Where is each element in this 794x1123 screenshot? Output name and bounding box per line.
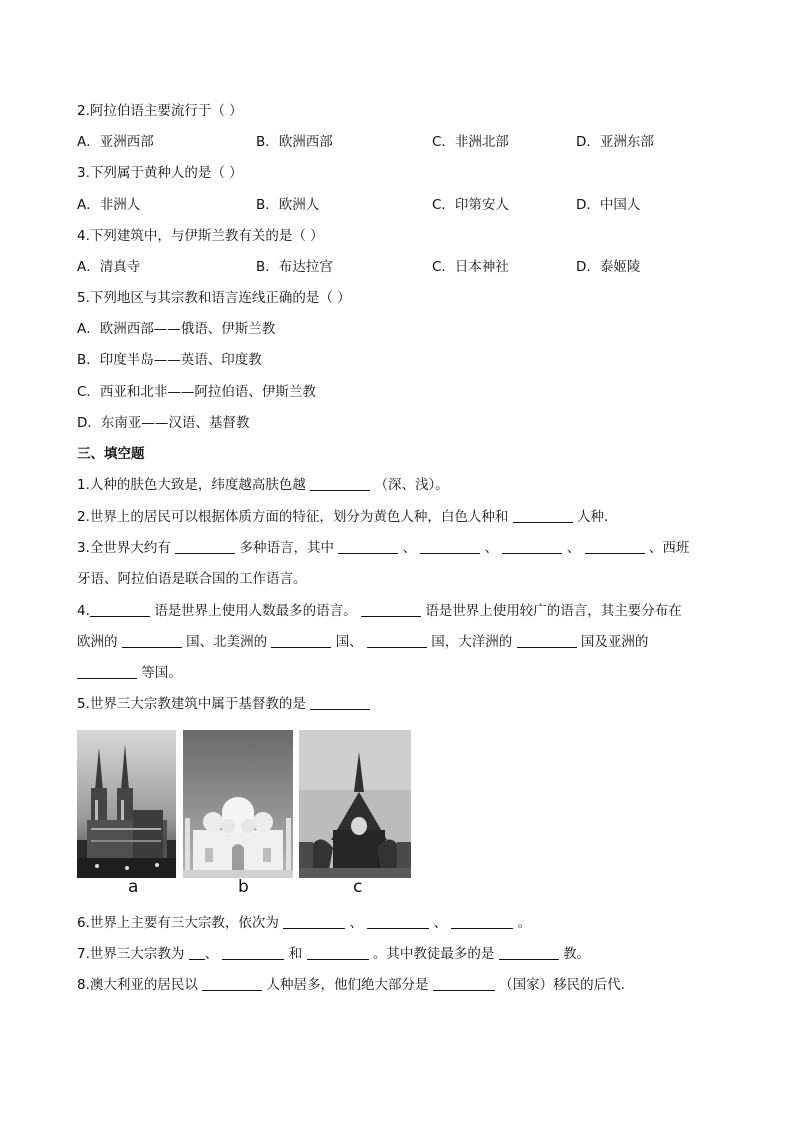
fill-q3-continued: 牙语、阿拉伯语是联合国的工作语言。 — [77, 571, 307, 587]
answer-blank[interactable] — [175, 539, 235, 554]
fill-q2-text-2: 人种． — [576, 509, 618, 525]
fill-q3 — [77, 538, 689, 558]
answer-blank[interactable] — [367, 633, 427, 648]
q5-stem: 5.下列地区与其宗教和语言连线正确的是（ ） — [77, 290, 351, 306]
answer-blank[interactable] — [499, 945, 559, 960]
mosque-image — [183, 730, 293, 878]
fill-q4-text-4: 欧洲的 — [77, 634, 118, 650]
section-title: 三、填空题 — [77, 446, 145, 462]
q5-option-a: A．欧洲西部——俄语、伊斯兰教 — [77, 321, 276, 337]
fill-q4-text-3: 语是世界上使用较广的语言，其主要分布在 — [425, 603, 682, 619]
fill-q4-text-9: 等国。 — [141, 665, 182, 681]
fill-q5-text: 5.世界三大宗教建筑中属于基督教的是 — [77, 696, 306, 712]
q4-option-b: B．布达拉宫 — [256, 259, 333, 275]
q5-option-c: C．西亚和北非——阿拉伯语、伊斯兰教 — [77, 384, 316, 400]
fill-q6-text-2: 。 — [517, 915, 532, 931]
fill-q8-text-3: （国家）移民的后代． — [499, 977, 635, 993]
fill-q4-line-3 — [77, 663, 182, 683]
fill-q4 — [77, 601, 682, 621]
answer-blank[interactable] — [222, 945, 284, 960]
fill-q4-text-7: 国，大洋洲的 — [431, 634, 513, 650]
q2-option-b: B．欧洲西部 — [256, 134, 333, 150]
fill-q1 — [77, 475, 449, 495]
fill-q7-text-4: 教。 — [562, 946, 590, 962]
fill-q1-text-1: 1.人种的肤色大致是，纬度越高肤色越 — [77, 477, 306, 493]
answer-blank[interactable] — [90, 602, 150, 617]
fill-q7-text-1: 7.世界三大宗教为 — [77, 946, 185, 962]
fill-q7-text-3: 。其中教徒最多的是 — [372, 946, 495, 962]
fill-q4-text-5: 国、北美洲的 — [186, 634, 268, 650]
q4-option-a: A．清真寺 — [77, 259, 141, 275]
q2-stem: 2.阿拉伯语主要流行于（ ） — [77, 103, 243, 119]
fill-q3-text-3: 、西班 — [648, 540, 690, 556]
q2-option-a: A．亚洲西部 — [77, 134, 154, 150]
fill-q3-text-1: 3.全世界大约有 — [77, 540, 171, 556]
separator: 、 — [402, 540, 417, 556]
fill-q6 — [77, 913, 531, 933]
answer-blank[interactable] — [271, 633, 331, 648]
fill-q4-text-1: 4. — [77, 603, 90, 619]
separator: 、 — [566, 540, 581, 556]
fill-q1-text-2: （深、浅）。 — [374, 477, 449, 493]
q4-stem: 4.下列建筑中，与伊斯兰教有关的是（ ） — [77, 228, 324, 244]
image-label-b: b — [238, 877, 249, 897]
answer-blank[interactable] — [307, 945, 369, 960]
fill-q8 — [77, 975, 634, 995]
q4-option-c: C．日本神社 — [432, 259, 509, 275]
answer-blank[interactable] — [122, 633, 182, 648]
q3-option-c: C．印第安人 — [432, 197, 509, 213]
answer-blank[interactable] — [420, 539, 480, 554]
separator: 、 — [204, 946, 219, 962]
answer-blank[interactable] — [283, 914, 345, 929]
fill-q8-text-2: 人种居多，他们绝大部分是 — [266, 977, 429, 993]
answer-blank[interactable] — [310, 476, 370, 491]
answer-blank[interactable] — [517, 633, 577, 648]
answer-blank[interactable] — [367, 914, 429, 929]
fill-q3-text-2: 多种语言，其中 — [239, 540, 334, 556]
q5-option-b: B．印度半岛——英语、印度教 — [77, 352, 262, 368]
fill-q4-text-2: 语是世界上使用人数最多的语言。 — [154, 603, 357, 619]
answer-blank[interactable] — [502, 539, 562, 554]
q5-option-d: D．东南亚——汉语、基督教 — [77, 415, 250, 431]
q4-option-d: D．泰姬陵 — [576, 259, 641, 275]
q3-option-a: A．非洲人 — [77, 197, 141, 213]
answer-blank[interactable] — [202, 976, 262, 991]
fill-q4-text-6: 国、 — [335, 634, 363, 650]
q3-option-b: B．欧洲人 — [256, 197, 320, 213]
q3-option-d: D．中国人 — [576, 197, 641, 213]
fill-q4-text-8: 国及亚洲的 — [580, 634, 649, 650]
fill-q4-line-2 — [77, 632, 648, 652]
fill-q7-text-2: 和 — [288, 946, 303, 962]
answer-blank[interactable] — [585, 539, 645, 554]
fill-q5 — [77, 694, 370, 714]
separator: 、 — [349, 915, 363, 931]
separator: 、 — [484, 540, 499, 556]
fill-q6-text-1: 6.世界上主要有三大宗教，依次为 — [77, 915, 279, 931]
fill-q7 — [77, 944, 590, 964]
answer-blank[interactable] — [338, 539, 398, 554]
q2-option-d: D．亚洲东部 — [576, 134, 654, 150]
fill-q2 — [77, 507, 617, 527]
answer-blank[interactable] — [310, 695, 370, 710]
answer-blank[interactable] — [451, 914, 513, 929]
q2-option-c: C．非洲北部 — [432, 134, 509, 150]
answer-blank[interactable] — [189, 945, 205, 960]
cathedral-image — [77, 730, 176, 878]
fill-q8-text-1: 8.澳大利亚的居民以 — [77, 977, 198, 993]
image-label-c: c — [353, 877, 363, 897]
temple-image — [299, 730, 411, 878]
fill-q2-text-1: 2.世界上的居民可以根据体质方面的特征，划分为黄色人种，白色人种和 — [77, 509, 509, 525]
answer-blank[interactable] — [361, 602, 421, 617]
separator: 、 — [433, 915, 448, 931]
answer-blank[interactable] — [433, 976, 495, 991]
answer-blank[interactable] — [513, 508, 573, 523]
image-label-a: a — [128, 877, 139, 897]
q3-stem: 3.下列属于黄种人的是（ ） — [77, 165, 243, 181]
answer-blank[interactable] — [77, 664, 137, 679]
